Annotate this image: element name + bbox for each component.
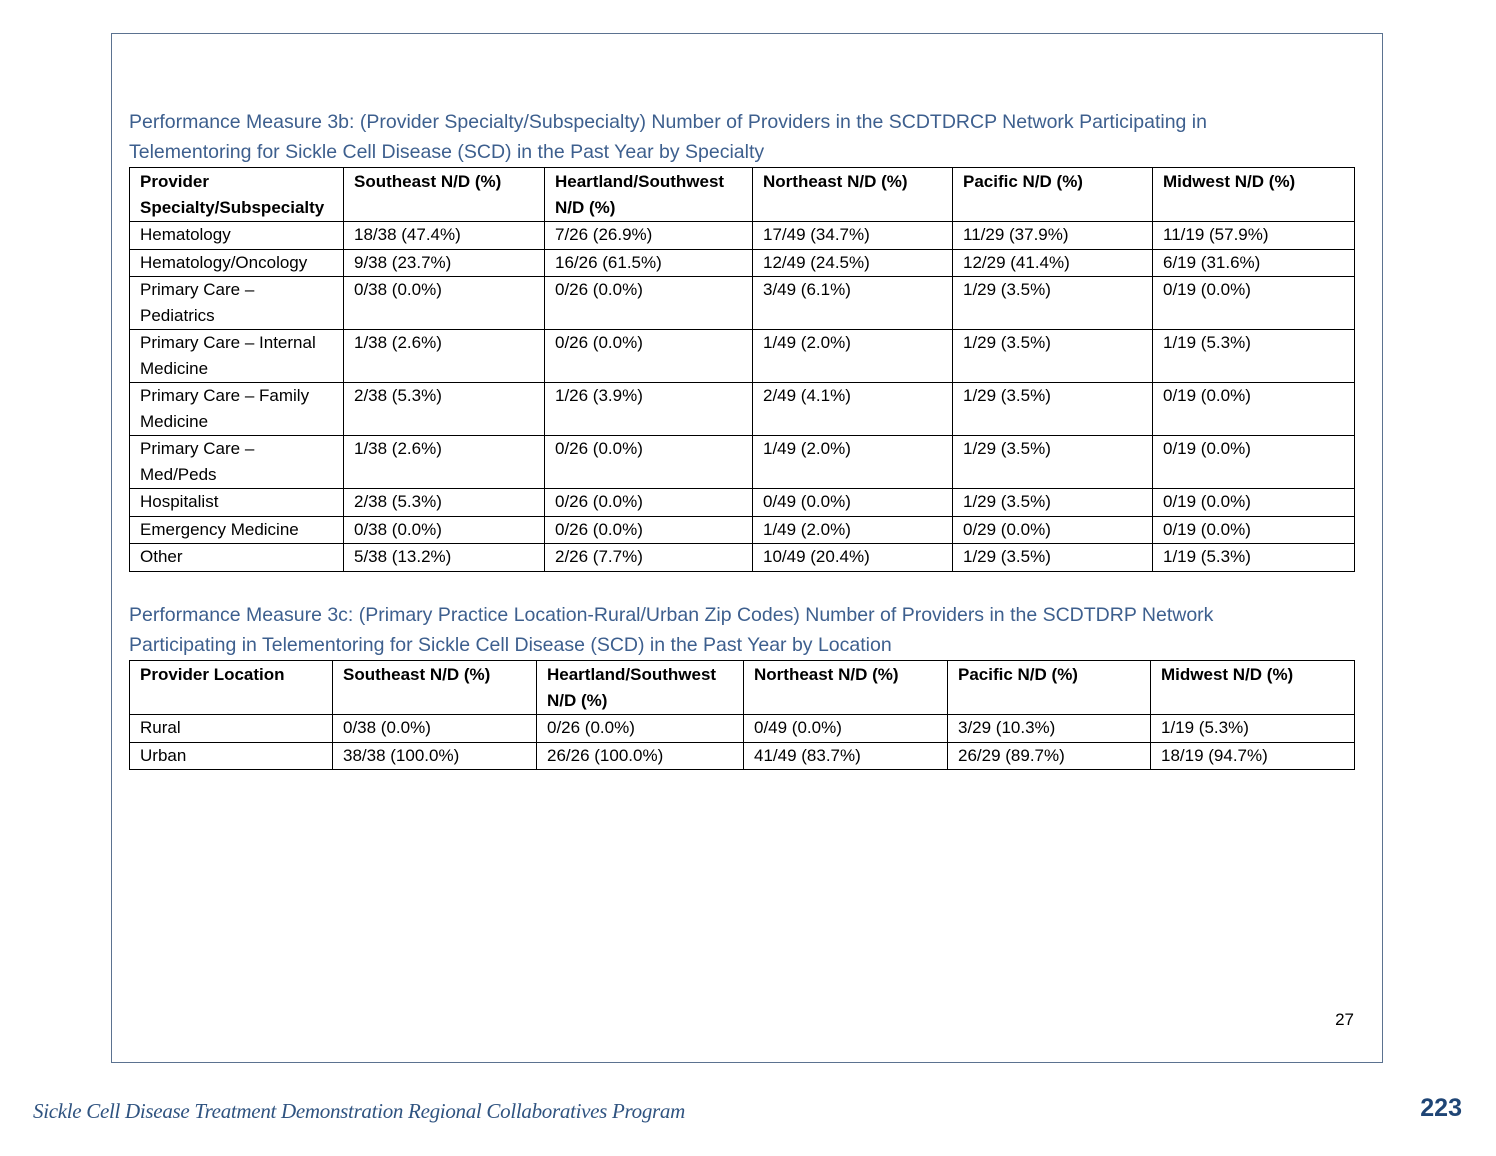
table-cell: 1/19 (5.3%) [1151, 715, 1355, 743]
table-cell: 1/49 (2.0%) [753, 516, 953, 544]
table-header-row [130, 168, 1355, 222]
table-cell: 1/38 (2.6%) [344, 330, 545, 383]
column-header: Pacific N/D (%) [948, 661, 1151, 715]
table-row [130, 436, 1355, 489]
table-cell: Primary Care – Family Medicine [130, 383, 344, 436]
table-row [130, 330, 1355, 383]
table-cell: 18/38 (47.4%) [344, 222, 545, 250]
table-cell: 1/29 (3.5%) [953, 277, 1153, 330]
table-cell: 1/19 (5.3%) [1153, 544, 1355, 572]
measure-3b-heading-line2: Telementoring for Sickle Cell Disease (SCD) in the Past Year by Specialty [129, 141, 765, 163]
column-header: Midwest N/D (%) [1151, 661, 1355, 715]
table-cell: 2/26 (7.7%) [545, 544, 753, 572]
column-header: Northeast N/D (%) [753, 168, 953, 222]
table-cell: 12/29 (41.4%) [953, 249, 1153, 277]
table-cell: 0/19 (0.0%) [1153, 516, 1355, 544]
measure-3c-heading-line2: Participating in Telementoring for Sickle Cell Disease (SCD) in the Past Year by Location [129, 634, 892, 656]
column-header: Midwest N/D (%) [1153, 168, 1355, 222]
table-cell: 3/49 (6.1%) [753, 277, 953, 330]
specialty-table [129, 167, 1355, 572]
table-cell: Primary Care – Internal Medicine [130, 330, 344, 383]
table-row [130, 742, 1355, 770]
table-cell: 12/49 (24.5%) [753, 249, 953, 277]
table-cell: 7/26 (26.9%) [545, 222, 753, 250]
table-row [130, 383, 1355, 436]
location-table [129, 660, 1355, 770]
table-cell: 0/49 (0.0%) [744, 715, 948, 743]
table-cell: Primary Care – Med/Peds [130, 436, 344, 489]
table-cell: Hematology [130, 222, 344, 250]
measure-3c-heading-line1: Performance Measure 3c: (Primary Practice Location-Rural/Urban Zip Codes) Number of Providers in the SCDTDRP Network [129, 604, 1214, 626]
table-cell: 1/29 (3.5%) [953, 436, 1153, 489]
table-cell: 0/38 (0.0%) [344, 277, 545, 330]
table-cell: 0/26 (0.0%) [537, 715, 744, 743]
table-cell: 3/29 (10.3%) [948, 715, 1151, 743]
column-header: Heartland/Southwest N/D (%) [537, 661, 744, 715]
table-cell: 0/26 (0.0%) [545, 330, 753, 383]
table-cell: 0/38 (0.0%) [333, 715, 537, 743]
table-cell: 1/19 (5.3%) [1153, 330, 1355, 383]
table-cell: 10/49 (20.4%) [753, 544, 953, 572]
table-cell: 2/38 (5.3%) [344, 489, 545, 517]
table-row [130, 222, 1355, 250]
measure-3b-heading-line1: Performance Measure 3b: (Provider Specialty/Subspecialty) Number of Providers in the SCDTDRCP Network Participating in [129, 111, 1207, 133]
column-header: Northeast N/D (%) [744, 661, 948, 715]
table-cell: 5/38 (13.2%) [344, 544, 545, 572]
table-cell: Hematology/Oncology [130, 249, 344, 277]
table-cell: 38/38 (100.0%) [333, 742, 537, 770]
table-header-row [130, 661, 1355, 715]
column-header: Provider Specialty/Subspecialty [130, 168, 344, 222]
table-row [130, 489, 1355, 517]
column-header: Provider Location [130, 661, 333, 715]
table-cell: 0/19 (0.0%) [1153, 277, 1355, 330]
table-cell: Rural [130, 715, 333, 743]
table-cell: 17/49 (34.7%) [753, 222, 953, 250]
table-cell: 0/26 (0.0%) [545, 516, 753, 544]
table-cell: 1/49 (2.0%) [753, 436, 953, 489]
table-cell: 0/26 (0.0%) [545, 277, 753, 330]
inner-page-number: 27 [1335, 1010, 1354, 1029]
table-cell: 1/29 (3.5%) [953, 489, 1153, 517]
table-row [130, 516, 1355, 544]
table-cell: 2/49 (4.1%) [753, 383, 953, 436]
table-cell: 0/19 (0.0%) [1153, 489, 1355, 517]
measure-3c-heading [129, 600, 1309, 660]
table-cell: Other [130, 544, 344, 572]
table-row [130, 544, 1355, 572]
column-header: Southeast N/D (%) [333, 661, 537, 715]
table-cell: 0/26 (0.0%) [545, 489, 753, 517]
table-cell: 18/19 (94.7%) [1151, 742, 1355, 770]
table-cell: 0/38 (0.0%) [344, 516, 545, 544]
table-cell: 41/49 (83.7%) [744, 742, 948, 770]
table-cell: 26/26 (100.0%) [537, 742, 744, 770]
column-header: Southeast N/D (%) [344, 168, 545, 222]
table-cell: 26/29 (89.7%) [948, 742, 1151, 770]
table-cell: 11/29 (37.9%) [953, 222, 1153, 250]
table-row [130, 249, 1355, 277]
table-cell: 1/38 (2.6%) [344, 436, 545, 489]
table-cell: 1/29 (3.5%) [953, 330, 1153, 383]
table-row [130, 277, 1355, 330]
table-cell: 0/29 (0.0%) [953, 516, 1153, 544]
table-cell: 0/19 (0.0%) [1153, 436, 1355, 489]
table-row [130, 715, 1355, 743]
table-cell: 11/19 (57.9%) [1153, 222, 1355, 250]
table-cell: Urban [130, 742, 333, 770]
column-header: Pacific N/D (%) [953, 168, 1153, 222]
table-cell: Hospitalist [130, 489, 344, 517]
footer-page-number: 223 [1420, 1094, 1462, 1122]
table-cell: 1/29 (3.5%) [953, 544, 1153, 572]
table-cell: 2/38 (5.3%) [344, 383, 545, 436]
table-cell: 0/26 (0.0%) [545, 436, 753, 489]
table-cell: Primary Care – Pediatrics [130, 277, 344, 330]
table-cell: 9/38 (23.7%) [344, 249, 545, 277]
table-cell: 0/19 (0.0%) [1153, 383, 1355, 436]
table-cell: 6/19 (31.6%) [1153, 249, 1355, 277]
table-cell: 0/49 (0.0%) [753, 489, 953, 517]
table-cell: 1/26 (3.9%) [545, 383, 753, 436]
table-cell: 1/29 (3.5%) [953, 383, 1153, 436]
footer-program-title: Sickle Cell Disease Treatment Demonstration Regional Collaboratives Program [33, 1099, 685, 1123]
table-cell: 16/26 (61.5%) [545, 249, 753, 277]
table-cell: Emergency Medicine [130, 516, 344, 544]
measure-3b-heading [129, 107, 1309, 167]
table-cell: 1/49 (2.0%) [753, 330, 953, 383]
column-header: Heartland/Southwest N/D (%) [545, 168, 753, 222]
